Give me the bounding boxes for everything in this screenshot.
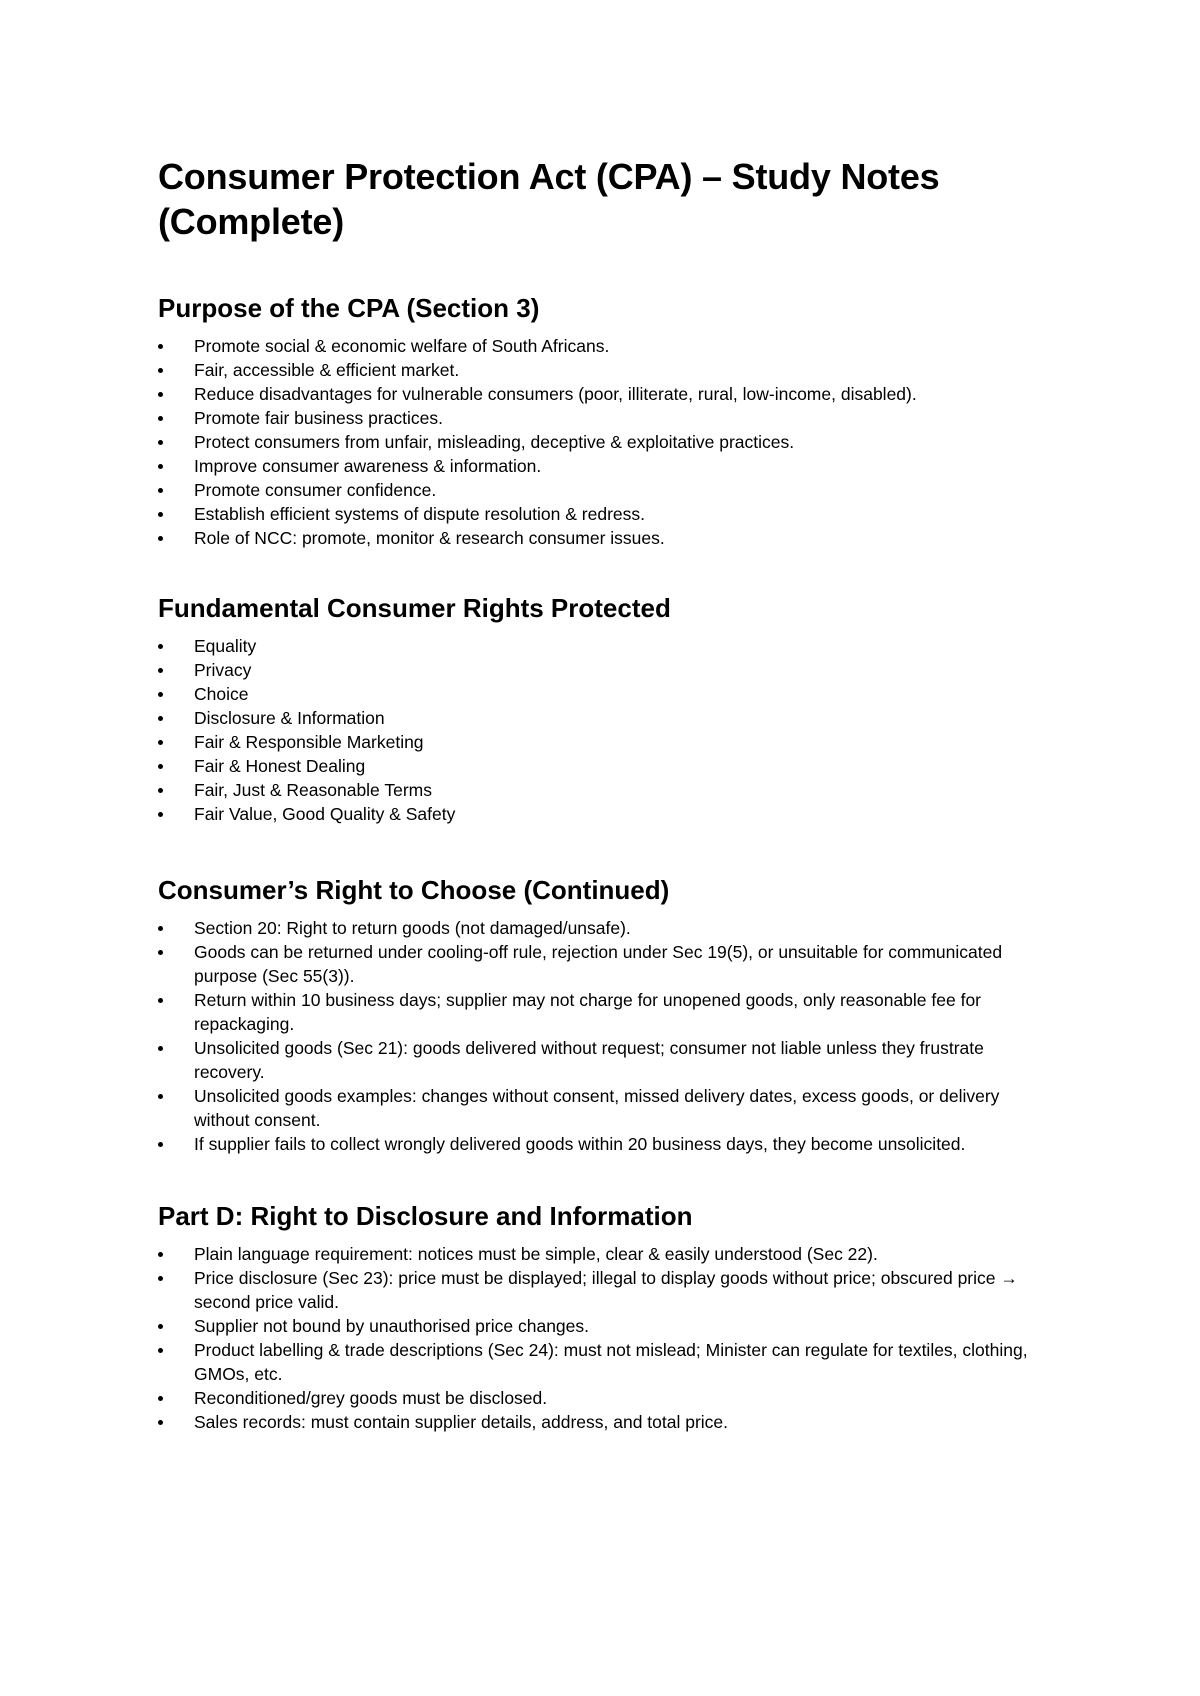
list-item bbox=[158, 406, 1058, 430]
list-item-text: Fair & Honest Dealing bbox=[194, 756, 366, 776]
list-item-text: Supplier not bound by unauthorised price changes. bbox=[194, 1316, 589, 1336]
bullet-list bbox=[158, 334, 1058, 550]
bullet-icon bbox=[158, 1348, 163, 1353]
list-item-text: Privacy bbox=[194, 660, 252, 680]
list-item bbox=[158, 1036, 1058, 1084]
list-item-text: Reconditioned/grey goods must be disclosed. bbox=[194, 1388, 548, 1408]
list-item bbox=[158, 1084, 1058, 1132]
bullet-icon bbox=[158, 1396, 163, 1401]
list-item bbox=[158, 802, 1058, 826]
bullet-icon bbox=[158, 668, 163, 673]
bullet-icon bbox=[158, 1276, 163, 1281]
bullet-icon bbox=[158, 950, 163, 955]
bullet-icon bbox=[158, 692, 163, 697]
bullet-list bbox=[158, 916, 1058, 1156]
bullet-icon bbox=[158, 644, 163, 649]
list-item bbox=[158, 382, 1058, 406]
list-item-text: Improve consumer awareness & information. bbox=[194, 456, 542, 476]
list-item-text: Promote fair business practices. bbox=[194, 408, 443, 428]
list-item-text: Role of NCC: promote, monitor & research consumer issues. bbox=[194, 528, 665, 548]
list-item bbox=[158, 940, 1058, 988]
section-heading: Fundamental Consumer Rights Protected bbox=[158, 593, 671, 623]
bullet-icon bbox=[158, 764, 163, 769]
list-item bbox=[158, 1266, 1058, 1314]
section-fundamental-rights bbox=[158, 592, 1058, 826]
bullet-icon bbox=[158, 1252, 163, 1257]
list-item-text: Return within 10 business days; supplier may not charge for unopened goods, only reasonable fee for repackaging. bbox=[194, 990, 982, 1034]
list-item-text: Establish efficient systems of dispute resolution & redress. bbox=[194, 504, 646, 524]
bullet-icon bbox=[158, 716, 163, 721]
list-item bbox=[158, 1410, 1058, 1434]
section-heading: Part D: Right to Disclosure and Information bbox=[158, 1201, 693, 1231]
list-item bbox=[158, 988, 1058, 1036]
list-item bbox=[158, 430, 1058, 454]
list-item-text: Fair Value, Good Quality & Safety bbox=[194, 804, 456, 824]
bullet-icon bbox=[158, 368, 163, 373]
document-page bbox=[158, 154, 1058, 1434]
list-item bbox=[158, 1338, 1058, 1386]
list-item-text: If supplier fails to collect wrongly delivered goods within 20 business days, they become unsolicited. bbox=[194, 1134, 966, 1154]
bullet-icon bbox=[158, 344, 163, 349]
bullet-icon bbox=[158, 740, 163, 745]
list-item-text: Promote social & economic welfare of South Africans. bbox=[194, 336, 610, 356]
bullet-icon bbox=[158, 998, 163, 1003]
section-right-to-choose bbox=[158, 874, 1058, 1156]
list-item-text: Sales records: must contain supplier details, address, and total price. bbox=[194, 1412, 729, 1432]
list-item-text: Unsolicited goods (Sec 21): goods delivered without request; consumer not liable unless they frustrate recovery. bbox=[194, 1038, 984, 1082]
list-item bbox=[158, 706, 1058, 730]
bullet-icon bbox=[158, 464, 163, 469]
list-item bbox=[158, 778, 1058, 802]
list-item bbox=[158, 916, 1058, 940]
list-item-text: Disclosure & Information bbox=[194, 708, 385, 728]
bullet-icon bbox=[158, 1094, 163, 1099]
list-item bbox=[158, 730, 1058, 754]
bullet-icon bbox=[158, 416, 163, 421]
list-item-text: Fair, accessible & efficient market. bbox=[194, 360, 460, 380]
list-item bbox=[158, 1242, 1058, 1266]
list-item-text: Fair & Responsible Marketing bbox=[194, 732, 424, 752]
list-item bbox=[158, 658, 1058, 682]
bullet-icon bbox=[158, 926, 163, 931]
list-item bbox=[158, 754, 1058, 778]
list-item-text: Price disclosure (Sec 23): price must be displayed; illegal to display goods without price; obscured price → second price valid. bbox=[194, 1268, 1018, 1312]
list-item bbox=[158, 358, 1058, 382]
bullet-icon bbox=[158, 392, 163, 397]
list-item bbox=[158, 1386, 1058, 1410]
list-item-text: Fair, Just & Reasonable Terms bbox=[194, 780, 432, 800]
document-title: Consumer Protection Act (CPA) – Study Notes (Complete) bbox=[158, 156, 940, 242]
list-item-text: Reduce disadvantages for vulnerable consumers (poor, illiterate, rural, low-income, disabled). bbox=[194, 384, 917, 404]
bullet-icon bbox=[158, 536, 163, 541]
bullet-icon bbox=[158, 1324, 163, 1329]
list-item bbox=[158, 634, 1058, 658]
bullet-list bbox=[158, 634, 1058, 826]
section-disclosure bbox=[158, 1200, 1058, 1434]
bullet-icon bbox=[158, 1420, 163, 1425]
list-item-text: Choice bbox=[194, 684, 249, 704]
list-item-text: Plain language requirement: notices must be simple, clear & easily understood (Sec 22). bbox=[194, 1244, 878, 1264]
list-item-text: Equality bbox=[194, 636, 257, 656]
list-item bbox=[158, 1132, 1058, 1156]
list-item bbox=[158, 682, 1058, 706]
list-item-text: Product labelling & trade descriptions (Sec 24): must not mislead; Minister can regulate for textiles, clothing, GMOs, etc. bbox=[194, 1340, 1028, 1384]
bullet-icon bbox=[158, 488, 163, 493]
list-item bbox=[158, 1314, 1058, 1338]
list-item bbox=[158, 478, 1058, 502]
list-item bbox=[158, 334, 1058, 358]
bullet-icon bbox=[158, 512, 163, 517]
bullet-icon bbox=[158, 1046, 163, 1051]
list-item-text: Section 20: Right to return goods (not damaged/unsafe). bbox=[194, 918, 631, 938]
list-item bbox=[158, 454, 1058, 478]
bullet-icon bbox=[158, 788, 163, 793]
section-purpose bbox=[158, 292, 1058, 550]
bullet-icon bbox=[158, 812, 163, 817]
list-item bbox=[158, 526, 1058, 550]
section-heading: Purpose of the CPA (Section 3) bbox=[158, 293, 540, 323]
list-item bbox=[158, 502, 1058, 526]
section-heading: Consumer’s Right to Choose (Continued) bbox=[158, 875, 670, 905]
list-item-text: Unsolicited goods examples: changes without consent, missed delivery dates, excess goods, or delivery without consent. bbox=[194, 1086, 1000, 1130]
bullet-icon bbox=[158, 1142, 163, 1147]
bullet-list bbox=[158, 1242, 1058, 1434]
list-item-text: Protect consumers from unfair, misleading, deceptive & exploitative practices. bbox=[194, 432, 795, 452]
bullet-icon bbox=[158, 440, 163, 445]
list-item-text: Promote consumer confidence. bbox=[194, 480, 437, 500]
list-item-text: Goods can be returned under cooling-off rule, rejection under Sec 19(5), or unsuitable for communicated purpose (Sec 55(3)). bbox=[194, 942, 1003, 986]
